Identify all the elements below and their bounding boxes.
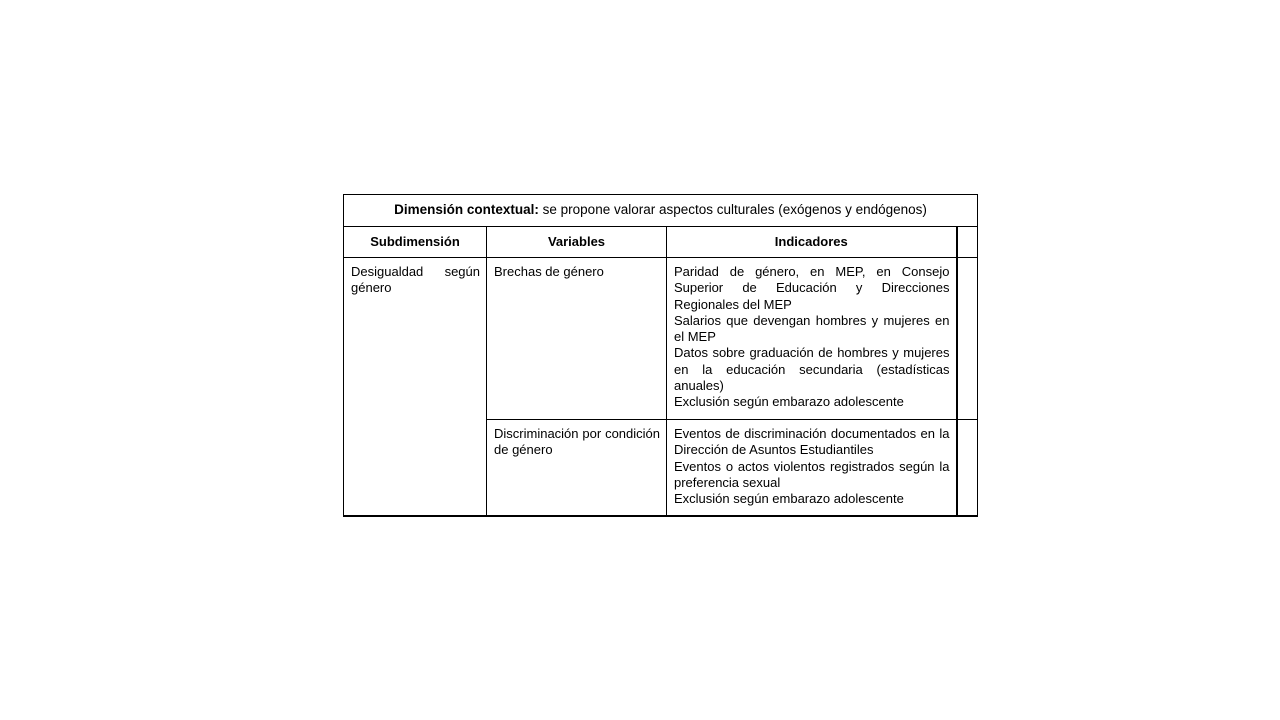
header-indicadores: Indicadores [667, 227, 957, 258]
contextual-dimension-table [343, 194, 978, 517]
subdimension-text: Desigualdad según género [351, 264, 480, 296]
header-row [344, 227, 978, 258]
table-row [344, 258, 978, 420]
table-title [344, 195, 978, 227]
table-title-text: se propone valorar aspectos culturales (exógenos y endógenos) [538, 202, 927, 218]
header-subdimension: Subdimensión [344, 227, 487, 258]
empty-cell [957, 420, 978, 516]
variable-cell [487, 420, 667, 516]
title-row [344, 195, 978, 227]
indicator-item: Paridad de género, en MEP, en Consejo Superior de Educación y Direcciones Regionales del MEP [674, 264, 950, 312]
header-variables: Variables [487, 227, 667, 258]
variable-text: Discriminación por condición de género [494, 426, 660, 458]
header-empty-cell [957, 227, 978, 258]
indicator-item: Datos sobre graduación de hombres y mujeres en la educación secundaria (estadísticas anuales) [674, 345, 950, 394]
indicator-item: Eventos de discriminación documentados en la Dirección de Asuntos Estudiantiles [674, 426, 950, 458]
indicator-item: Exclusión según embarazo adolescente [674, 394, 904, 410]
empty-cell [957, 258, 978, 420]
indicators-cell [667, 258, 957, 420]
indicator-item: Salarios que devengan hombres y mujeres en el MEP [674, 312, 950, 345]
subdimension-cell [344, 258, 487, 516]
indicator-item: Exclusión según embarazo adolescente [674, 491, 904, 507]
indicator-item: Eventos o actos violentos registrados según la preferencia sexual [674, 458, 950, 490]
table-title-bold: Dimensión contextual: [394, 202, 539, 218]
indicators-cell [667, 420, 957, 516]
variable-text: Brechas de género [494, 264, 604, 279]
variable-cell [487, 258, 667, 420]
